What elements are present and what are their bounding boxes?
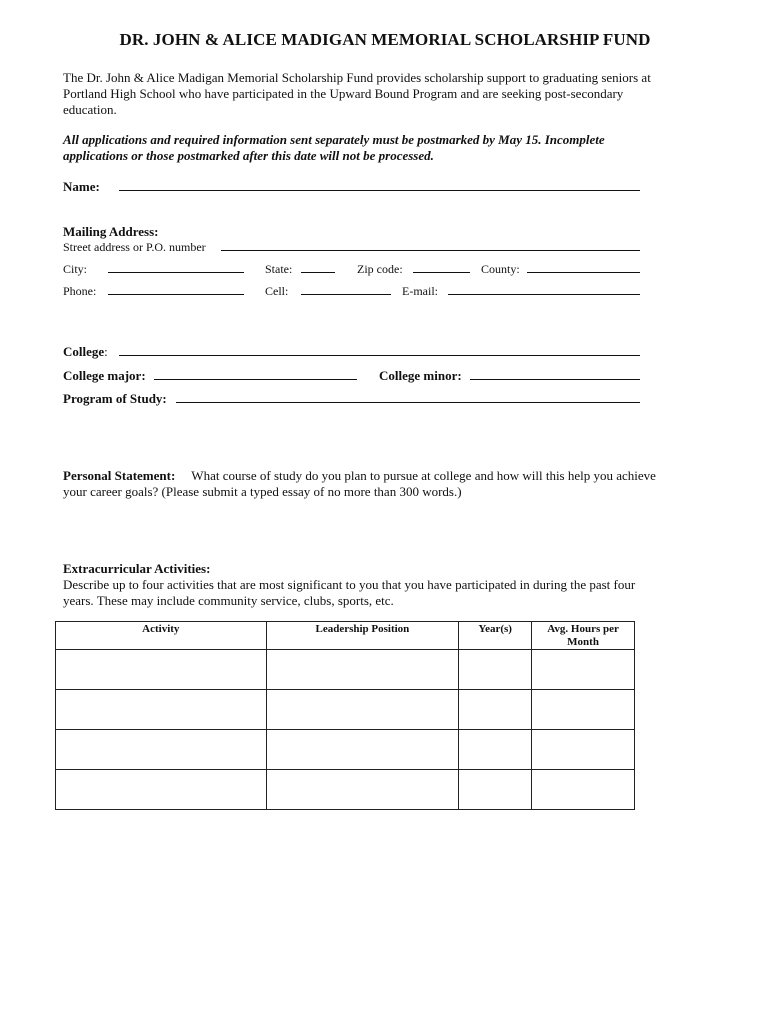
column-header-hours: Avg. Hours per Month: [532, 622, 635, 650]
phone-label: Phone:: [63, 284, 97, 298]
leadership-cell[interactable]: [266, 690, 459, 730]
county-field[interactable]: [527, 272, 640, 273]
college-major-field[interactable]: [154, 379, 357, 380]
personal-statement-text: What course of study do you plan to pursue at college and how will this help you achieve your career goals? (Please submit a typed essay of no more than 300 words.): [63, 468, 656, 499]
city-label: City:: [63, 262, 88, 276]
table-row: [56, 770, 635, 810]
email-field[interactable]: [448, 294, 640, 295]
years-cell[interactable]: [459, 650, 532, 690]
program-label: Program of Study:: [63, 391, 167, 406]
extracurricular-heading: Extracurricular Activities:: [63, 561, 211, 576]
leadership-cell[interactable]: [266, 770, 459, 810]
phone-field[interactable]: [108, 294, 244, 295]
table-row: [56, 650, 635, 690]
personal-statement: [63, 468, 663, 500]
activity-cell[interactable]: [56, 730, 267, 770]
college-label-colon: :: [104, 344, 108, 359]
personal-statement-label: Personal Statement:: [63, 468, 176, 483]
zip-label: Zip code:: [357, 262, 403, 276]
intro-paragraph: The Dr. John & Alice Madigan Memorial Scholarship Fund provides scholarship support to graduating seniors at Portland High School who have participated in the Upward Bound Program and are seeking post-secondary education.: [63, 70, 651, 117]
street-label: Street address or P.O. number: [63, 240, 206, 254]
table-header-row: [56, 622, 635, 650]
deadline-notice: All applications and required information sent separately must be postmarked by May 15. Incomplete applications or those postmarked after this date will not be processed.: [63, 132, 605, 163]
activity-cell[interactable]: [56, 690, 267, 730]
name-field[interactable]: [119, 190, 640, 191]
email-label: E-mail:: [402, 284, 438, 298]
extracurricular-description: Describe up to four activities that are most significant to you that you have participated in during the past four years. These may include community service, clubs, sports, etc.: [63, 577, 636, 608]
city-field[interactable]: [108, 272, 244, 273]
street-field[interactable]: [221, 250, 640, 251]
name-label: Name:: [63, 179, 100, 194]
hours-cell[interactable]: [532, 650, 635, 690]
college-minor-label: College minor:: [379, 368, 462, 383]
column-header-activity: Activity: [56, 622, 267, 650]
college-major-label: College major:: [63, 368, 146, 383]
cell-label: Cell:: [265, 284, 289, 298]
activities-table: [55, 621, 635, 810]
column-header-leadership: Leadership Position: [266, 622, 459, 650]
state-field[interactable]: [301, 272, 335, 273]
activity-cell[interactable]: [56, 770, 267, 810]
leadership-cell[interactable]: [266, 650, 459, 690]
years-cell[interactable]: [459, 770, 532, 810]
college-label-text: College: [63, 344, 105, 359]
program-field[interactable]: [176, 402, 640, 403]
hours-cell[interactable]: [532, 730, 635, 770]
column-header-years: Year(s): [459, 622, 532, 650]
cell-field[interactable]: [301, 294, 391, 295]
mailing-address-heading: Mailing Address:: [63, 224, 159, 239]
college-minor-field[interactable]: [470, 379, 640, 380]
hours-cell[interactable]: [532, 690, 635, 730]
years-cell[interactable]: [459, 690, 532, 730]
form-title: DR. JOHN & ALICE MADIGAN MEMORIAL SCHOLARSHIP FUND: [119, 30, 651, 49]
table-row: [56, 690, 635, 730]
table-row: [56, 730, 635, 770]
state-label: State:: [265, 262, 293, 276]
years-cell[interactable]: [459, 730, 532, 770]
county-label: County:: [481, 262, 520, 276]
zip-field[interactable]: [413, 272, 470, 273]
college-field[interactable]: [119, 355, 640, 356]
activity-cell[interactable]: [56, 650, 267, 690]
college-label: [63, 344, 108, 360]
hours-cell[interactable]: [532, 770, 635, 810]
leadership-cell[interactable]: [266, 730, 459, 770]
